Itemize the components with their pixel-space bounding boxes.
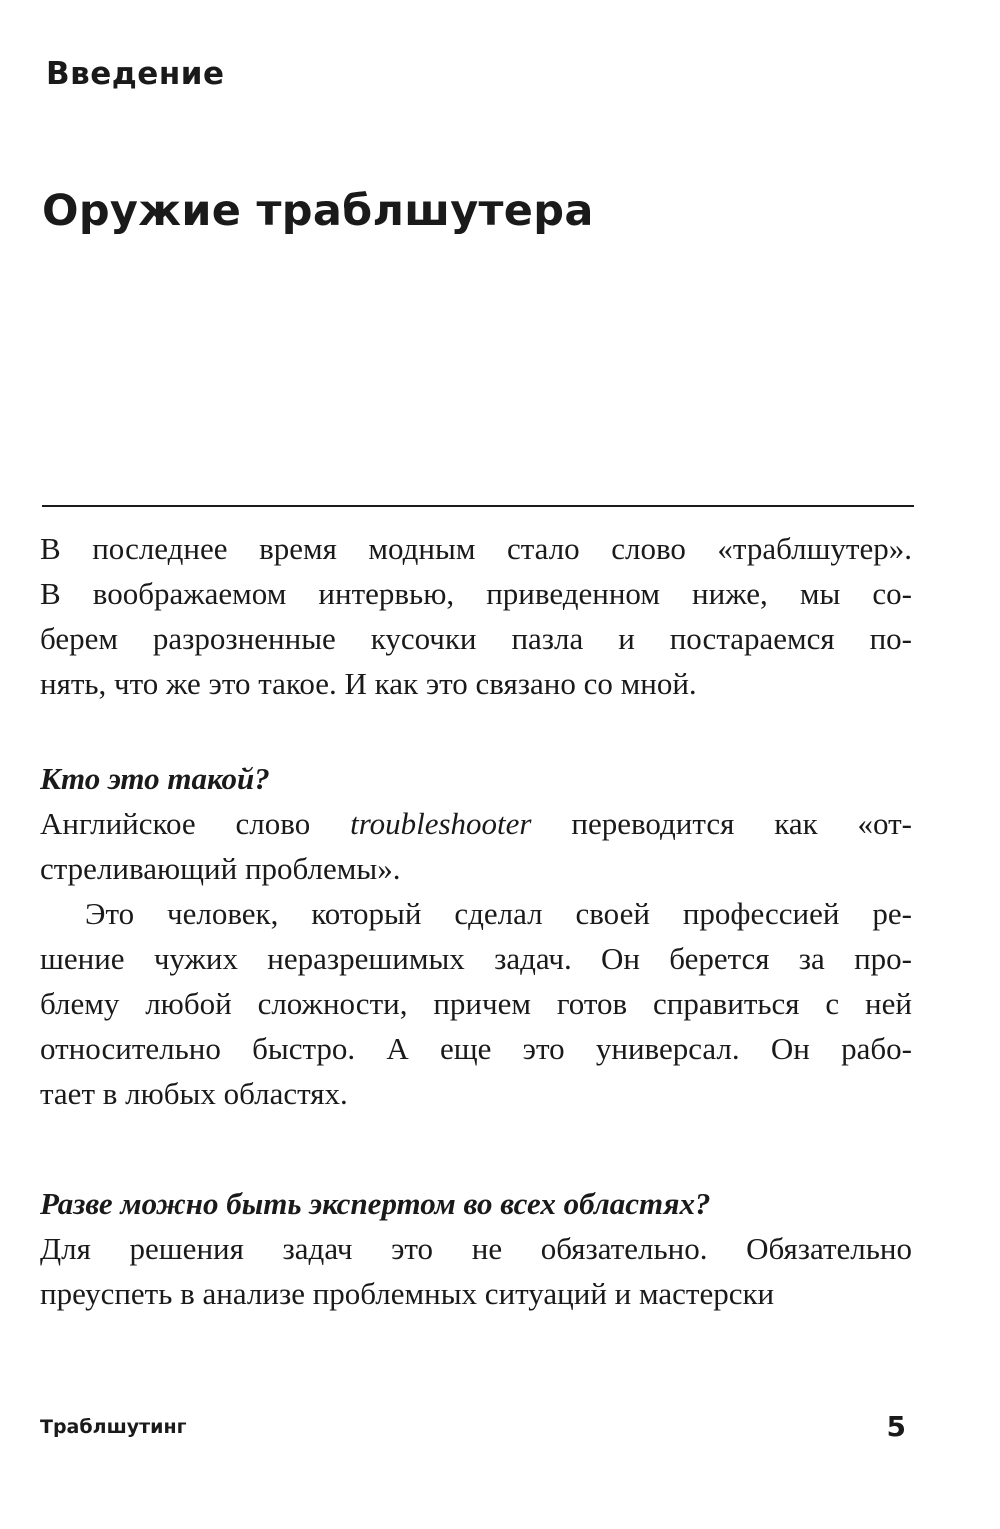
text-line: преуспеть в анализе проблемных ситуаций и мастерски	[40, 1276, 775, 1311]
question-heading: Кто это такой?	[40, 761, 270, 796]
text-line: относительно быстро. А еще это универсал. Он рабо-	[40, 1031, 912, 1066]
text-line: блему любой сложности, причем готов справиться с ней	[40, 986, 912, 1021]
question-block-2	[40, 1181, 912, 1316]
text-line: Для решения задач это не обязательно. Обязательно	[40, 1231, 912, 1266]
term-troubleshooter: troubleshooter	[350, 806, 532, 841]
question-block-1	[40, 756, 912, 1116]
text-line: В воображаемом интервью, приведенном ниже, мы со-	[40, 576, 912, 611]
section-heading: Введение	[46, 56, 225, 92]
page-number: 5	[886, 1410, 906, 1443]
intro-paragraph	[40, 526, 912, 706]
text-line: Английское слово troubleshooter переводится как «от-	[40, 806, 912, 841]
text-line: стреливающий проблемы».	[40, 851, 401, 886]
text-line: В последнее время модным стало слово «траблшутер».	[40, 531, 912, 566]
divider	[42, 505, 914, 507]
text-line: нять, что же это такое. И как это связано со мной.	[40, 666, 697, 701]
running-footer-title: Траблшутинг	[40, 1416, 187, 1438]
text-line: Это человек, который сделал своей профессией ре-	[85, 896, 912, 931]
question-heading: Разве можно быть экспертом во всех областях?	[40, 1186, 711, 1221]
text-line: тает в любых областях.	[40, 1076, 348, 1111]
chapter-title: Оружие траблшутера	[42, 186, 594, 236]
text-line: берем разрозненные кусочки пазла и постараемся по-	[40, 621, 912, 656]
text-line: шение чужих неразрешимых задач. Он берется за про-	[40, 941, 912, 976]
